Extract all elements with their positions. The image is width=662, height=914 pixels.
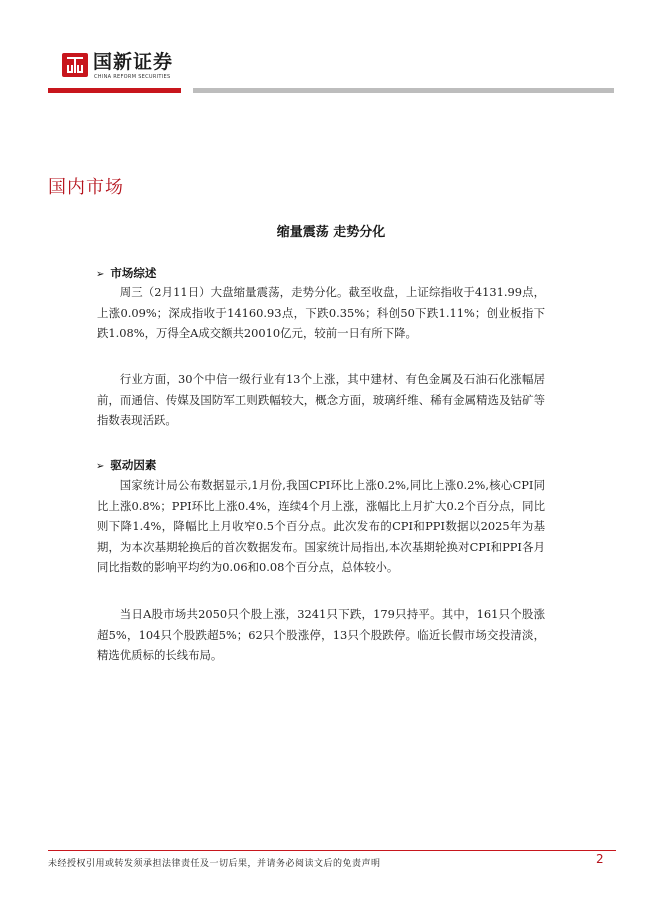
paragraph: 国家统计局公布数据显示,1月份,我国CPI环比上涨0.2%,同比上涨0.2%,核心CPI同比上涨0.8%；PPI环比上涨0.4%，连续4个月上涨，涨幅比上月扩大0.2个百分点，同比则下降1.4%，降幅比上月收窄0.5个百分点。此次发布的CPI和PPI数据以2025年为基期，为本次基期轮换后的首次数据发布。国家统计局指出,本次基期轮换对CPI和PPI各月同比指数的影响平均约为0.06和0.08个百分点，总体较小。: [97, 478, 545, 575]
header-divider-bar: [193, 88, 614, 93]
footer-disclaimer: 未经授权引用或转发须承担法律责任及一切后果，并请务必阅读文后的免责声明: [48, 859, 381, 869]
paragraph: 当日A股市场共2050只个股上涨，3241只下跌，179只持平。其中，161只个股涨超5%，104只个股跌超5%；62只个股涨停，13只个股跌停。临近长假市场交投清淡，精选优质标的长线布局。: [97, 607, 545, 663]
paragraph: 行业方面，30个中信一级行业有13个上涨，其中建材、有色金属及石油石化涨幅居前，而通信、传媒及国防军工则跌幅较大，概念方面，玻璃纤维、稀有金属精选及钴矿等指数表现活跃。: [97, 372, 545, 428]
subheading-driving-factors: ➢ 驱动因素: [96, 458, 157, 472]
paragraph: 周三（2月11日）大盘缩量震荡，走势分化。截至收盘，上证综指收于4131.99点，上涨0.09%；深成指收于14160.93点，下跌0.35%；科创50下跌1.11%；创业板指下跌1.08%，万得全A成交额共20010亿元，较前一日有所下降。: [97, 285, 545, 341]
brand-logo-icon: [62, 53, 88, 77]
section-title: 国内市场: [48, 177, 124, 198]
subheading-market-overview: ➢ 市场综述: [96, 266, 157, 280]
arrow-bullet-icon: ➢: [96, 269, 105, 280]
document-title: 缩量震荡 走势分化: [276, 225, 386, 240]
header-accent-bar: [48, 88, 181, 93]
arrow-bullet-icon: ➢: [96, 461, 105, 472]
footer-divider: [48, 850, 616, 851]
brand-subtitle: CHINA REFORM SECURITIES: [94, 74, 171, 80]
page-number: 2: [596, 852, 604, 866]
brand-name: 国新证券: [93, 51, 174, 73]
